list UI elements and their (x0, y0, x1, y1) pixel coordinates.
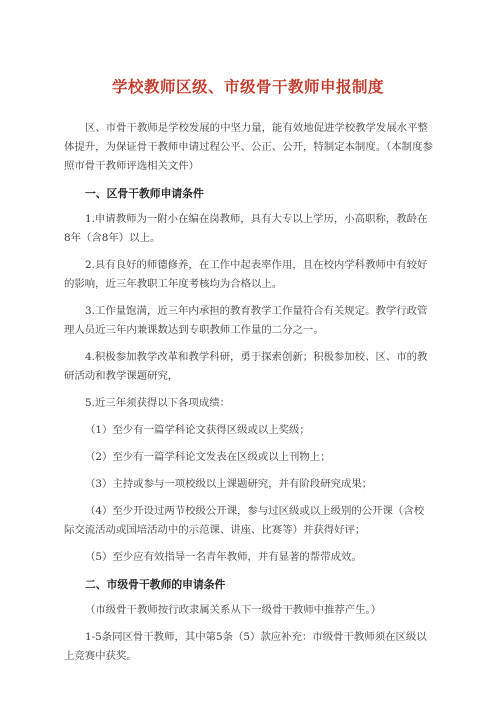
section-1-item: 1.申请教师为一附小在编在岗教师，具有大专以上学历，小高职称，教龄在8年（含8年）以上。 (64, 213, 428, 244)
document-title: 学校教师区级、市级骨干教师申报制度 (111, 78, 384, 96)
intro-paragraph: 区、市骨干教师是学校发展的中坚力量，能有效地促进学校教学发展水平整体提升，为保证骨干教师申请过程公平、公正、公开，特制定本制度。（本制度参照市骨干教师评选相关文件） (64, 122, 433, 172)
section-1-subitem: （4）至少开设过两节校级公开课，参与过区级或以上级别的公开课（含校际交流活动或国培活动中的示范课、讲座、比赛等）并获得好评； (64, 505, 425, 536)
section-1-item: 4.积极参加教学改革和教学科研，勇于探索创新；积极参加校、区、市的教研活动和教学课题研究， (64, 351, 428, 382)
section-1-subitem: （1）至少有一篇学科论文获得区级或以上奖级； (85, 424, 310, 436)
section-1-subitem: （3）主持或参与一项校级以上课题研究，并有阶段研究成果； (85, 478, 373, 490)
section-1-heading: 一、区骨干教师申请条件 (85, 187, 204, 200)
section-1-item: 5.近三年须获得以下各项成绩： (85, 397, 230, 409)
document-body (64, 119, 434, 674)
section-1-subitem: （2）至少有一篇学科论文发表在区级或以上刊物上； (85, 451, 331, 463)
section-2-item: （市级骨干教师按行政隶属关系从下一级骨干教师中推荐产生。） (85, 604, 382, 616)
section-2-heading: 二、市级骨干教师的申请条件 (85, 578, 226, 591)
section-1-item: 2.具有良好的师德修养，在工作中起表率作用，且在校内学科教师中有较好的影响，近三年教职工年度考核均为合格以上。 (64, 259, 428, 290)
section-2-item: 1-5条同区骨干教师，其中第5条（5）款应补充：市级骨干教师须在区级以上竞赛中获奖。 (64, 631, 427, 662)
section-1-subitem: （5）至少应有效指导一名青年教师，并有显著的帮带成效。 (85, 551, 362, 563)
section-1-item: 3.工作量饱满，近三年内承担的教育教学工作量符合有关规定。教学行政管理人员近三年内兼课数达到专职教师工作量的二分之一。 (64, 305, 428, 336)
